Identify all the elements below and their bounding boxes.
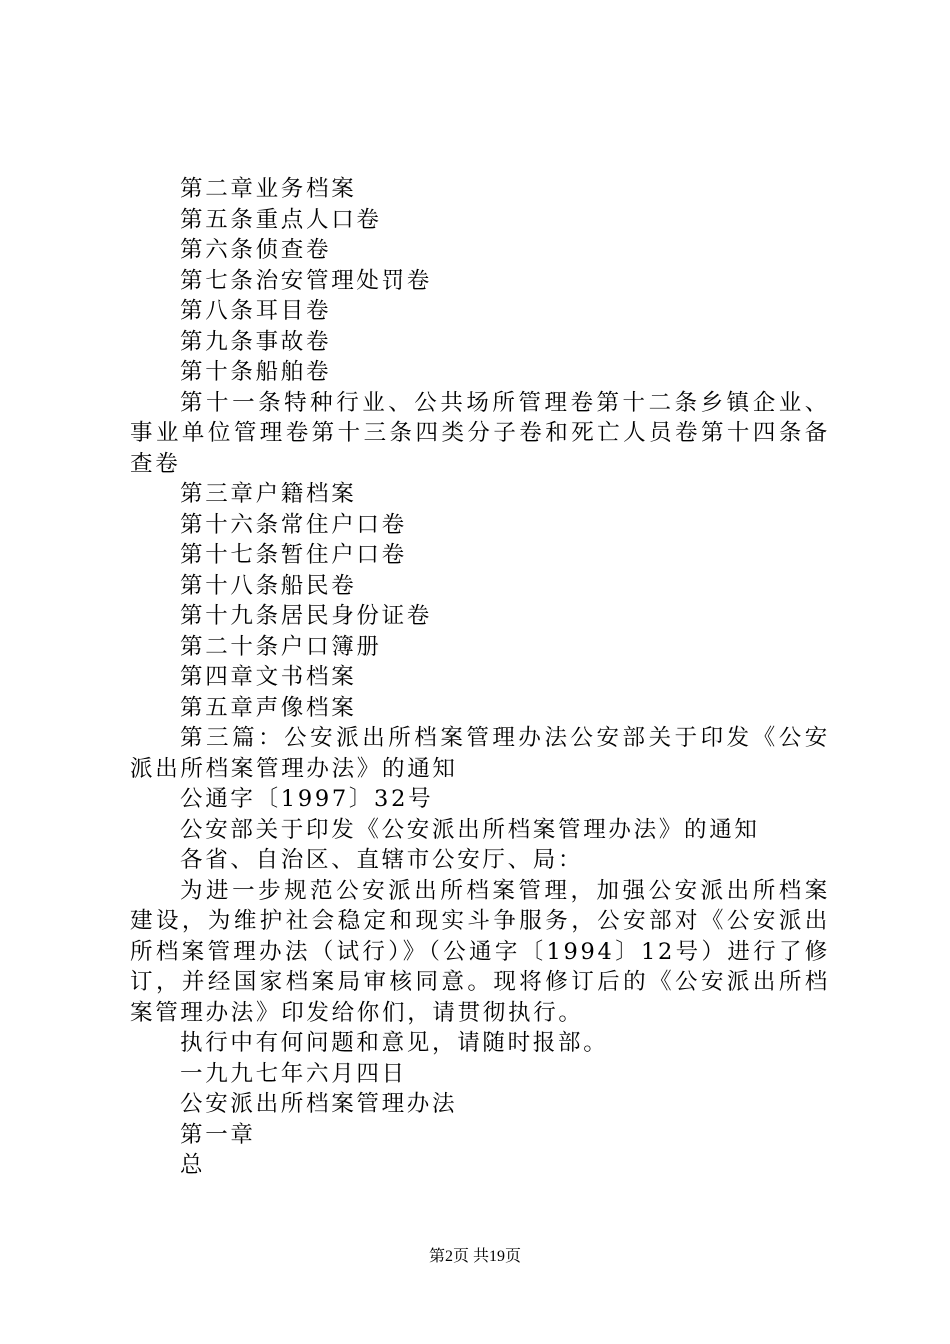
paragraph: 为进一步规范公安派出所档案管理，加强公安派出所档案建设，为维护社会稳定和现实斗争服务，公安部对《公安派出所档案管理办法（试行）》（公通字〔1994〕12号）进行了修订，并经国家档案局审核同意。现将修订后的《公安派出所档案管理办法》印发给你们，请贯彻执行。 (130, 877, 830, 1026)
text-line: 第十八条船民卷 (180, 572, 357, 599)
text-line: 第二章业务档案 (180, 176, 357, 202)
text-line: 第十条船舶卷 (180, 359, 332, 385)
text-line: 第九条事故卷 (180, 328, 332, 355)
text-line: 执行中有何问题和意见，请随时报部。 (180, 1030, 609, 1056)
date-line: 一九九七年六月四日 (180, 1060, 407, 1087)
chapter-heading: 第一章 (180, 1121, 256, 1148)
document-number: 公通字〔1997〕32号 (180, 786, 434, 812)
page-footer: 第2页 共19页 (428, 1248, 521, 1265)
section-title: 公安派出所档案管理办法 (180, 1091, 458, 1117)
text-line: 第十七条暂住户口卷 (180, 542, 407, 568)
text-line: 第十六条常住户口卷 (180, 511, 407, 538)
notice-title: 公安部关于印发《公安派出所档案管理办法》的通知 (180, 816, 760, 843)
text-line: 总 (180, 1152, 206, 1178)
document-body (130, 174, 830, 1181)
text-line: 第六条侦查卷 (180, 237, 332, 263)
paragraph: 第十一条特种行业、公共场所管理卷第十二条乡镇企业、事业单位管理卷第十三条四类分子卷和死亡人员卷第十四条备查卷 (130, 389, 830, 477)
text-line: 第二十条户口簿册 (180, 633, 382, 660)
text-line: 第八条耳目卷 (180, 298, 332, 324)
text-line: 第三章户籍档案 (180, 481, 357, 507)
paragraph: 第三篇：公安派出所档案管理办法公安部关于印发《公安派出所档案管理办法》的通知 (130, 725, 830, 782)
text-line: 第七条治安管理处罚卷 (180, 267, 433, 294)
text-line: 第十九条居民身份证卷 (180, 603, 433, 629)
text-line: 第五条重点人口卷 (180, 206, 382, 233)
text-line: 第五章声像档案 (180, 694, 357, 721)
text-line: 第四章文书档案 (180, 664, 357, 690)
salutation: 各省、自治区、直辖市公安厅、局： (180, 847, 584, 873)
